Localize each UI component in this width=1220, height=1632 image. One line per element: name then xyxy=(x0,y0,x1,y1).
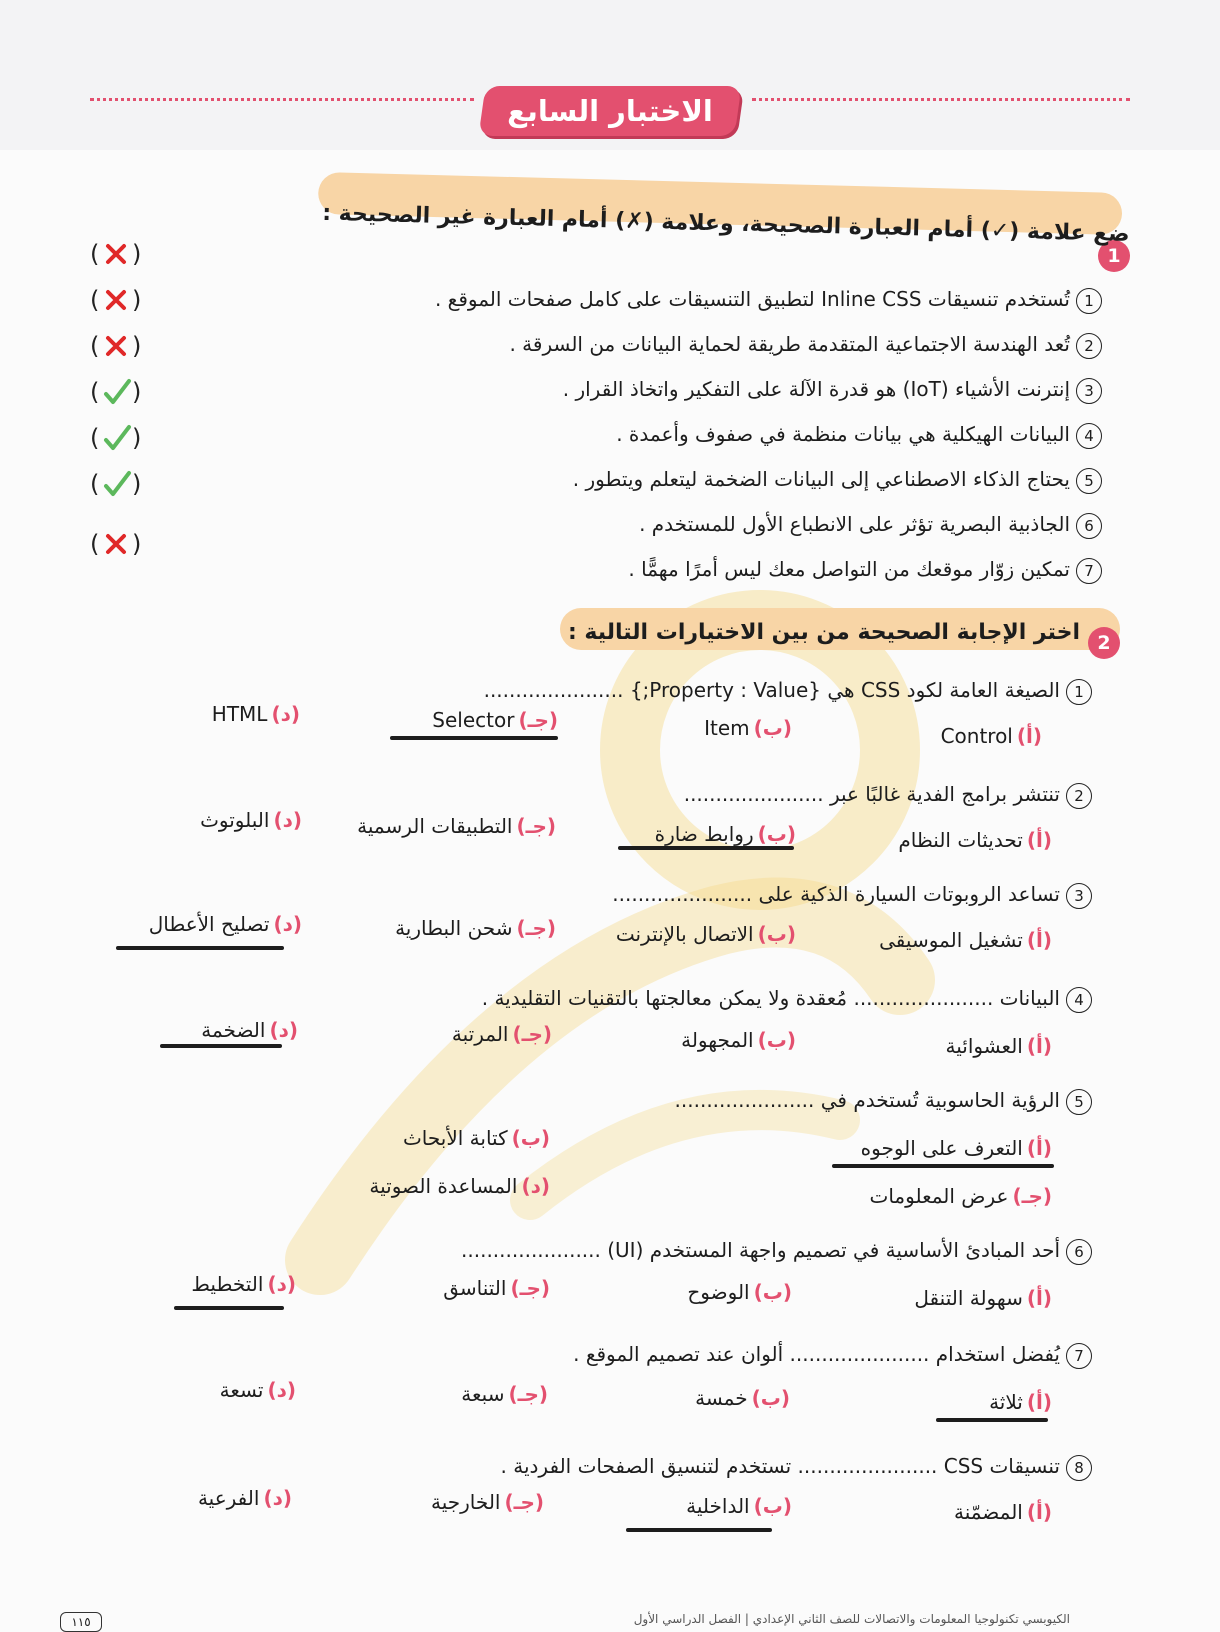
option: (ب)المجهولة xyxy=(681,1028,796,1052)
answer-mark: ( ) xyxy=(90,530,142,558)
question-text: الرؤية الحاسوبية تُستخدم في ...................... xyxy=(674,1088,1060,1112)
cross-icon xyxy=(102,530,130,558)
option: (أ)التعرف على الوجوه xyxy=(860,1136,1052,1160)
question-row: 3تساعد الروبوتات السيارة الذكية على ...................... xyxy=(612,876,1092,912)
option: (ب)خمسة xyxy=(695,1386,790,1410)
statement-text: البيانات الهيكلية هي بيانات منظمة في صفوف وأعمدة . xyxy=(616,422,1070,446)
check-icon xyxy=(102,470,132,500)
option: (ب)روابط ضارة xyxy=(654,822,796,846)
question-text: الصيغة العامة لكود CSS هي {Property : Value;} ...................... xyxy=(483,678,1060,702)
question-text: تنتشر برامج الفدية غالبًا عبر ...................... xyxy=(683,782,1060,806)
option: (جـ)عرض المعلومات xyxy=(869,1184,1052,1208)
cross-icon xyxy=(102,332,130,360)
page-number: ١١٥ xyxy=(60,1612,102,1632)
option: (ب)كتابة الأبحاث xyxy=(402,1126,550,1150)
question-text: تساعد الروبوتات السيارة الذكية على ...................... xyxy=(612,882,1060,906)
page-title: الاختبار السابع xyxy=(507,94,713,128)
cross-icon xyxy=(102,240,130,268)
option: (أ)تحديثات النظام xyxy=(898,828,1052,852)
answer-underline xyxy=(390,736,558,740)
option: (أ)سهولة التنقل xyxy=(914,1286,1052,1310)
section-2-number: 2 xyxy=(1088,627,1120,659)
title-dotted-line-left xyxy=(90,98,474,101)
answer-mark: ( ) xyxy=(90,332,142,360)
question-text: يُفضل استخدام ...................... ألوان عند تصميم الموقع . xyxy=(573,1342,1060,1366)
question-row: 8تنسيقات CSS ...................... تستخدم لتنسيق الصفحات الفردية . xyxy=(501,1448,1093,1484)
section-1-title: ضع علامة (✓) أمام العبارة الصحيحة، وعلامة (✗) أمام العبارة غير الصحيحة : xyxy=(322,200,1131,247)
answer-underline xyxy=(626,1528,772,1532)
answer-underline xyxy=(832,1164,1054,1168)
option: (جـ)سبعة xyxy=(461,1382,548,1406)
option: (د)HTML xyxy=(211,702,300,726)
option: (جـ)شحن البطارية xyxy=(395,916,556,940)
option: (جـ)الخارجية xyxy=(431,1490,544,1514)
option: (د)تصليح الأعطال xyxy=(148,912,302,936)
option: (أ)المضمّنة xyxy=(953,1500,1052,1524)
question-row: 2تنتشر برامج الفدية غالبًا عبر ...................... xyxy=(684,776,1092,812)
question-row: 5الرؤية الحاسوبية تُستخدم في ...................... xyxy=(675,1082,1092,1118)
question-text: أحد المبادئ الأساسية في تصميم واجهة المستخدم (UI) ...................... xyxy=(461,1238,1060,1262)
option: (د)التخطيط xyxy=(191,1272,296,1296)
statement-row: 1تُستخدم تنسيقات Inline CSS لتطبيق التنسيقات على كامل صفحات الموقع . xyxy=(435,281,1102,317)
option: (أ)Control xyxy=(940,724,1042,748)
option: (أ)العشوائية xyxy=(945,1034,1052,1058)
option: (جـ)التناسق xyxy=(443,1276,550,1300)
answer-underline xyxy=(618,846,794,850)
statement-row: 3إنترنت الأشياء (IoT) هو قدرة الآلة على التفكير واتخاذ القرار . xyxy=(563,371,1102,407)
statement-row: 4البيانات الهيكلية هي بيانات منظمة في صفوف وأعمدة . xyxy=(616,416,1102,452)
statement-text: يحتاج الذكاء الاصطناعي إلى البيانات الضخمة ليتعلم ويتطور . xyxy=(572,467,1070,491)
answer-mark: ( ) xyxy=(90,240,142,268)
option: (د)البلوتوث xyxy=(200,808,302,832)
question-row: 4البيانات ...................... مُعقدة ولا يمكن معالجتها بالتقنيات التقليدية . xyxy=(482,980,1092,1016)
statement-text: الجاذبية البصرية تؤثر على الانطباع الأول للمستخدم . xyxy=(639,512,1070,536)
answer-underline xyxy=(174,1306,284,1310)
answer-mark: ( ) xyxy=(90,470,142,498)
answer-mark: ( ) xyxy=(90,286,142,314)
option: (ب)الداخلية xyxy=(686,1494,792,1518)
cross-icon xyxy=(102,286,130,314)
option: (جـ)Selector xyxy=(432,708,558,732)
answer-underline xyxy=(116,946,284,950)
statement-text: إنترنت الأشياء (IoT) هو قدرة الآلة على التفكير واتخاذ القرار . xyxy=(562,377,1070,401)
option: (ب)Item xyxy=(704,716,792,740)
answer-underline xyxy=(160,1044,282,1048)
option: (د)تسعة xyxy=(219,1378,296,1402)
question-row: 6أحد المبادئ الأساسية في تصميم واجهة المستخدم (UI) ...................... xyxy=(461,1232,1092,1268)
answer-mark: ( ) xyxy=(90,424,142,452)
question-text: البيانات ...................... مُعقدة ولا يمكن معالجتها بالتقنيات التقليدية . xyxy=(481,986,1060,1010)
statement-row: 2تُعد الهندسة الاجتماعية المتقدمة طريقة لحماية البيانات من السرقة . xyxy=(509,326,1102,362)
option: (جـ)المرتبة xyxy=(451,1022,552,1046)
section-1-number: 1 xyxy=(1098,240,1130,272)
option: (ب)الاتصال بالإنترنت xyxy=(615,922,796,946)
check-icon xyxy=(102,424,132,454)
option: (د)المساعدة الصوتية xyxy=(369,1174,550,1198)
option: (أ)تشغيل الموسيقى xyxy=(879,928,1052,952)
question-row: 7يُفضل استخدام ...................... ألوان عند تصميم الموقع . xyxy=(573,1336,1092,1372)
question-text: تنسيقات CSS ...................... تستخدم لتنسيق الصفحات الفردية . xyxy=(500,1454,1060,1478)
answer-underline xyxy=(936,1418,1048,1422)
statement-row: 5يحتاج الذكاء الاصطناعي إلى البيانات الضخمة ليتعلم ويتطور . xyxy=(573,461,1102,497)
option: (د)الضخمة xyxy=(201,1018,298,1042)
check-icon xyxy=(102,378,132,408)
option: (ب)الوضوح xyxy=(687,1280,792,1304)
footer-text: الكيوبسي تكنولوجيا المعلومات والاتصالات للصف الثاني الإعدادي | الفصل الدراسي الأول xyxy=(633,1612,1070,1626)
statement-text: تُستخدم تنسيقات Inline CSS لتطبيق التنسيقات على كامل صفحات الموقع . xyxy=(434,287,1070,311)
statement-text: تُعد الهندسة الاجتماعية المتقدمة طريقة لحماية البيانات من السرقة . xyxy=(509,332,1070,356)
statement-row: 6الجاذبية البصرية تؤثر على الانطباع الأول للمستخدم . xyxy=(639,506,1102,542)
option: (أ)ثلاثة xyxy=(989,1390,1052,1414)
answer-mark: ( ) xyxy=(90,378,142,406)
option: (جـ)التطبيقات الرسمية xyxy=(357,814,556,838)
title-dotted-line-right xyxy=(752,98,1130,101)
statement-text: تمكين زوّار موقعك من التواصل معك ليس أمرًا مهمًّا . xyxy=(628,557,1070,581)
statement-row: 7تمكين زوّار موقعك من التواصل معك ليس أمرًا مهمًّا . xyxy=(628,551,1102,587)
question-row: 1الصيغة العامة لكود CSS هي {Property : Value;} ...................... xyxy=(484,672,1092,708)
option: (د)الفرعية xyxy=(197,1486,292,1510)
section-2-title: اختر الإجابة الصحيحة من بين الاختيارات التالية : xyxy=(567,620,1080,645)
